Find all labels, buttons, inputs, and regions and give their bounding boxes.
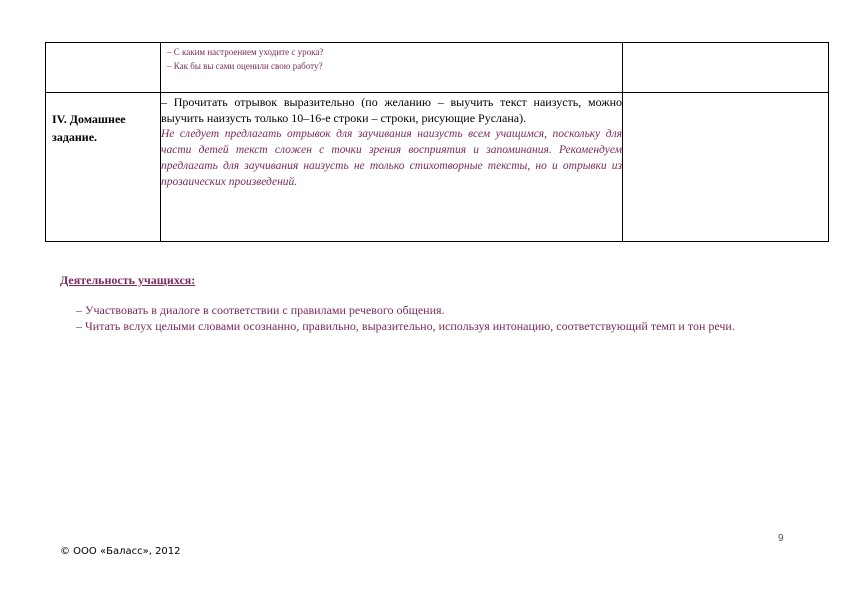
lesson-table — [45, 42, 829, 242]
stage-title: IV. Домашнее задание. — [52, 112, 126, 144]
stage-cell — [46, 43, 161, 93]
teacher-note: Не следует предлагать отрывок для заучивания наизусть всем учащимся, поскольку для части детей текст сложен с точки зрения восприятия и запоминания. Рекомендуем предлагать для заучивания наизусть не только стихотворные тексты, но и отрывки из прозаических произведений. — [161, 128, 622, 188]
page-number: 9 — [778, 533, 784, 544]
stage-cell — [46, 93, 161, 242]
reflection-question: – Как бы вы сами оценили свою работу? — [167, 61, 323, 71]
list-item: – Читать вслух целыми словами осознанно, правильно, выразительно, используя интонацию, соответствующий темп и тон речи. — [76, 319, 735, 333]
table-row — [46, 43, 829, 93]
activities-title: Деятельность учащихся: — [60, 273, 196, 287]
reflection-question: – С каким настроением уходите с урока? — [167, 47, 324, 57]
content-cell — [161, 43, 623, 93]
notes-cell — [623, 43, 829, 93]
activities-list — [76, 302, 788, 334]
homework-task: – Прочитать отрывок выразительно (по желанию – выучить текст наизусть, можно выучить наизусть только 10–16-е строки – строки, рисующие Руслана). — [161, 95, 622, 125]
content-cell — [161, 93, 623, 242]
copyright-text: © ООО «Баласс», 2012 — [60, 546, 181, 557]
table-row — [46, 93, 829, 242]
notes-cell — [623, 93, 829, 242]
list-item: – Участвовать в диалоге в соответствии с правилами речевого общения. — [76, 303, 445, 317]
